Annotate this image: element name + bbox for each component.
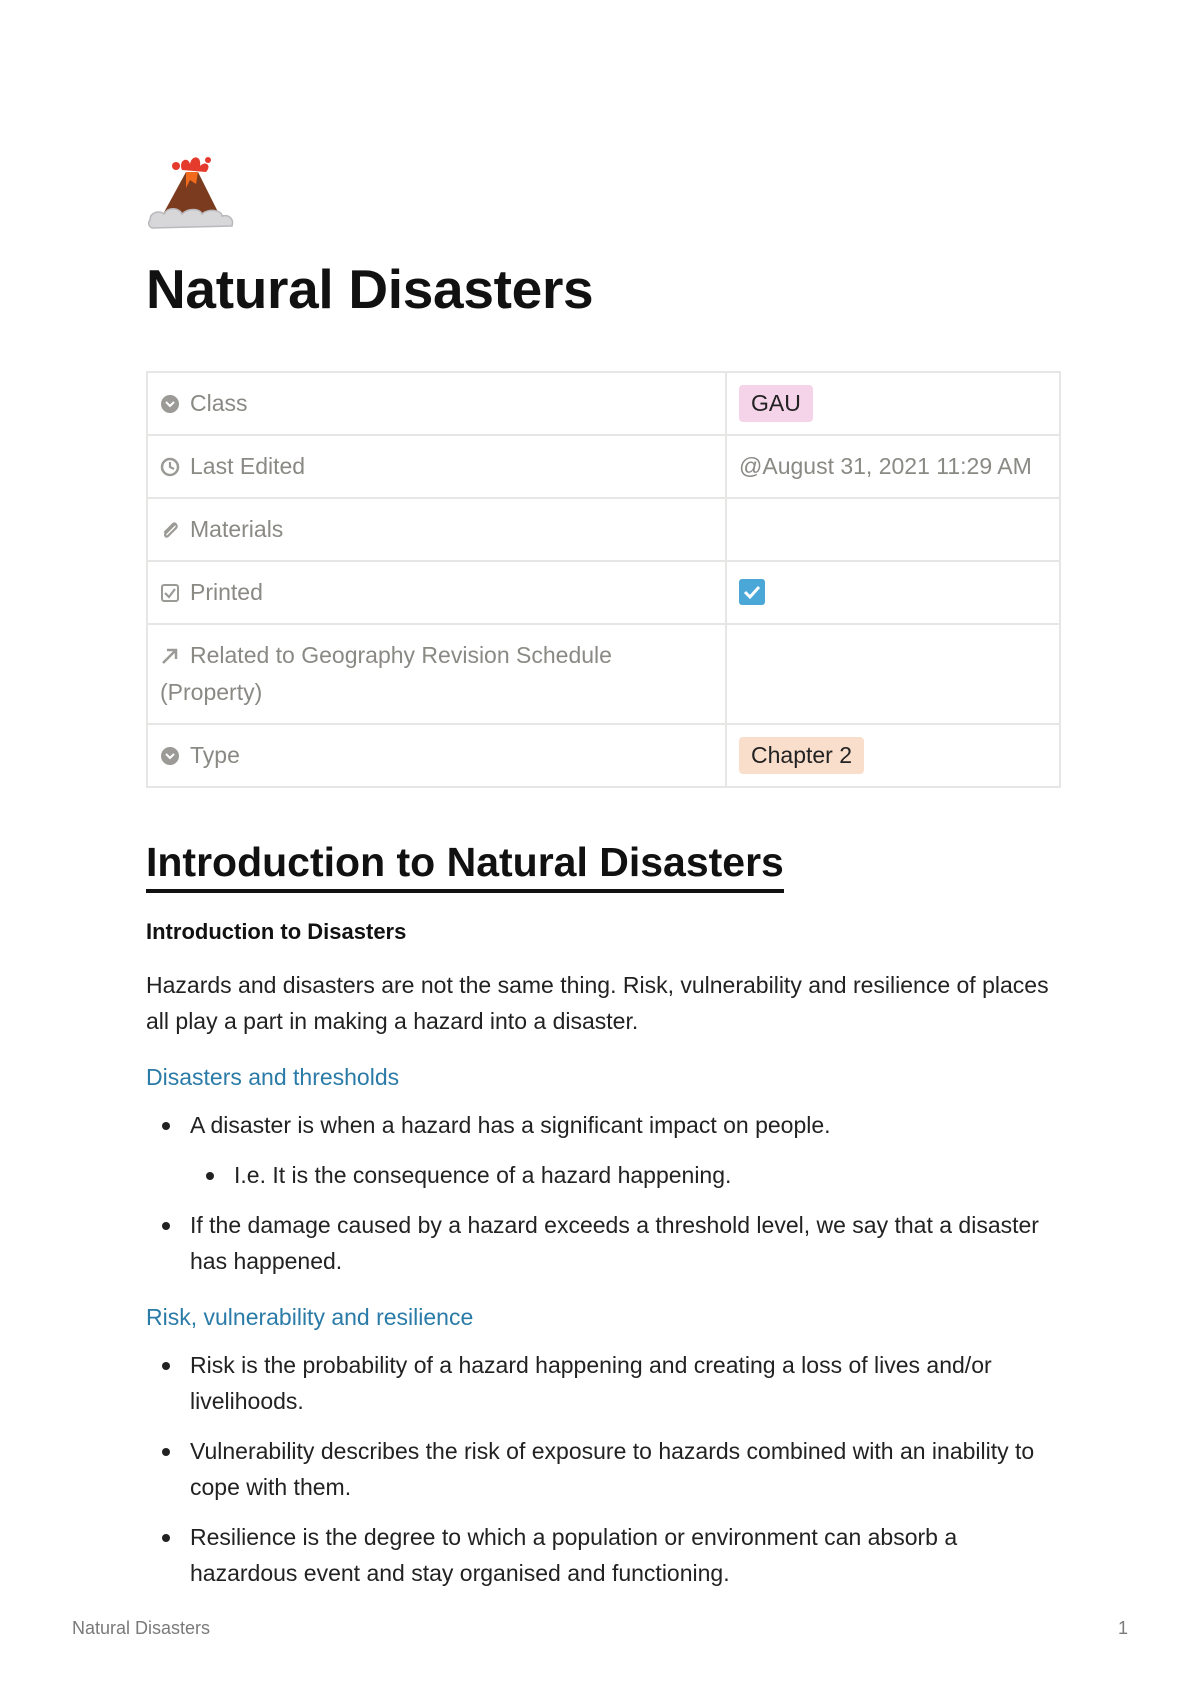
intro-paragraph: Hazards and disasters are not the same thing. Risk, vulnerability and resilience of places all play a part in making a hazard into a disaster. xyxy=(146,972,1049,1035)
page-title: Natural Disasters xyxy=(146,258,594,320)
property-row-materials[interactable] xyxy=(147,498,1060,561)
check-icon xyxy=(739,579,765,605)
relation-arrow-icon xyxy=(160,646,180,666)
property-row-related[interactable] xyxy=(147,624,1060,724)
list-item xyxy=(146,1107,1061,1193)
bullet-list xyxy=(146,1107,1061,1279)
property-key: Printed xyxy=(190,579,263,606)
properties-table xyxy=(146,371,1061,788)
subsection-title: Disasters and thresholds xyxy=(146,1064,400,1091)
property-row-printed[interactable] xyxy=(147,561,1060,624)
property-row-class[interactable] xyxy=(147,372,1060,435)
property-key: Last Edited xyxy=(190,453,306,480)
paperclip-icon xyxy=(160,520,180,540)
property-row-last-edited[interactable] xyxy=(147,435,1060,498)
type-tag[interactable]: Chapter 2 xyxy=(739,737,864,774)
select-icon xyxy=(160,394,180,414)
page-footer xyxy=(72,1618,1128,1639)
bullet-list xyxy=(146,1347,1061,1591)
footer-title: Natural Disasters xyxy=(72,1618,211,1638)
list-item: Vulnerability describes the risk of exposure to hazards combined with an inability to cope with them. xyxy=(146,1433,1061,1505)
list-item-text: A disaster is when a hazard has a significant impact on people. xyxy=(190,1112,831,1139)
property-row-type[interactable] xyxy=(147,724,1060,787)
clock-icon xyxy=(160,457,180,477)
page xyxy=(146,150,1061,1605)
list-item: I.e. It is the consequence of a hazard happening. xyxy=(190,1157,1061,1193)
printed-checkbox[interactable] xyxy=(739,579,765,605)
section-heading: Introduction to Natural Disasters xyxy=(146,838,784,893)
property-key: Related to Geography Revision Schedule (Property) xyxy=(160,642,612,706)
list-item: Resilience is the degree to which a population or environment can absorb a hazardous event and stay organised and functioning. xyxy=(146,1519,1061,1591)
related-value[interactable] xyxy=(726,624,1060,724)
materials-value[interactable] xyxy=(726,498,1060,561)
page-number: 1 xyxy=(1117,1618,1128,1638)
checkbox-icon xyxy=(160,583,180,603)
subsection-title: Risk, vulnerability and resilience xyxy=(146,1304,474,1331)
list-item: Risk is the probability of a hazard happening and creating a loss of lives and/or livelihoods. xyxy=(146,1347,1061,1419)
property-key: Materials xyxy=(190,516,284,543)
last-edited-value: @August 31, 2021 11:29 AM xyxy=(739,453,1032,480)
nested-bullet-list xyxy=(190,1157,1061,1193)
property-key: Class xyxy=(190,390,248,417)
volcano-icon xyxy=(146,150,236,240)
select-icon xyxy=(160,746,180,766)
property-key: Type xyxy=(190,742,240,769)
list-item: If the damage caused by a hazard exceeds a threshold level, we say that a disaster has happened. xyxy=(146,1207,1061,1279)
subheading: Introduction to Disasters xyxy=(146,919,407,945)
class-tag[interactable]: GAU xyxy=(739,385,813,422)
